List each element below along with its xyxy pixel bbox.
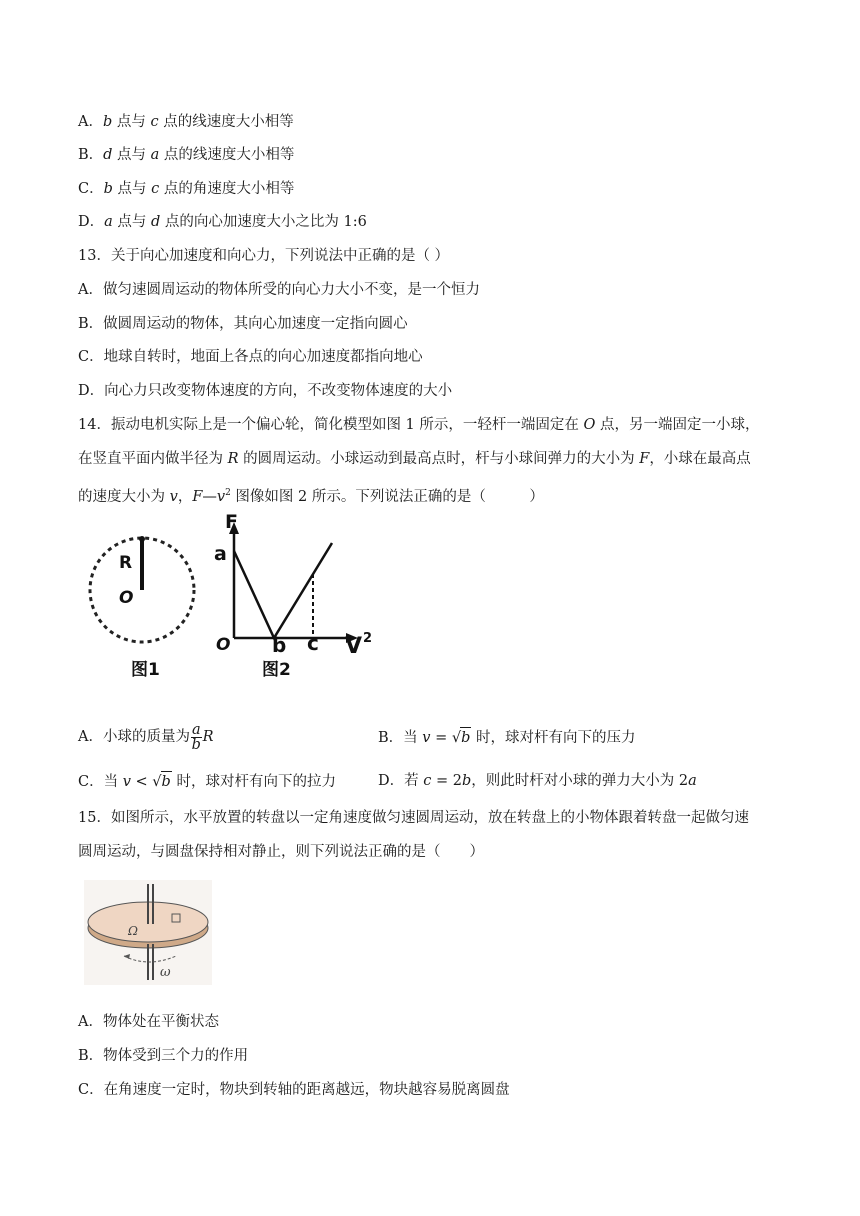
var: a xyxy=(150,147,160,163)
option-14-d xyxy=(378,771,697,791)
var: v xyxy=(216,488,226,505)
label-c: c xyxy=(307,631,319,655)
label-b: b xyxy=(272,633,287,657)
text: 点的线速度大小相等 xyxy=(159,147,295,163)
option-13-b: B．做圆周运动的物体，其向心加速度一定指向圆心 xyxy=(78,316,408,332)
text: 的速度大小为 xyxy=(78,488,170,505)
var: a xyxy=(104,214,113,230)
option-15-c: C．在角速度一定时，物块到转轴的距离越远，物块越容易脱离圆盘 xyxy=(78,1082,510,1098)
var: a xyxy=(688,773,697,789)
text: 在竖直平面内做半径为 xyxy=(78,451,228,467)
graph-line xyxy=(234,543,332,638)
text: 点与 xyxy=(112,181,152,197)
var: O xyxy=(583,417,596,433)
option-13-a: A．做匀速圆周运动的物体所受的向心力大小不变，是一个恒力 xyxy=(78,282,480,298)
var: b xyxy=(461,773,472,789)
caption-fig2: 图2 xyxy=(262,660,291,680)
option-14-a xyxy=(78,722,214,752)
text: 点的向心加速度大小之比为 1:6 xyxy=(160,214,367,230)
option-14-b xyxy=(378,727,636,748)
figure-1-circle-diagram xyxy=(82,525,207,685)
question-15-stem-line1: 15．如图所示，水平放置的转盘以一定角速度做匀速圆周运动，放在转盘上的小物体跟着转盘一起做匀速 xyxy=(78,810,749,826)
text: 点与 xyxy=(112,214,152,230)
label-v: V xyxy=(345,634,363,659)
text: 的圆周运动。小球运动到最高点时，杆与小球间弹力的大小为 xyxy=(238,451,640,467)
var: c xyxy=(150,114,159,130)
option-label: A． xyxy=(78,114,103,130)
ball xyxy=(139,536,145,542)
label-f: F xyxy=(225,511,238,533)
figure-2-graph xyxy=(210,510,385,685)
var: R xyxy=(202,729,214,745)
turntable-figure xyxy=(84,880,212,985)
var: d xyxy=(103,147,113,163)
text: ，则此时杆对小球的弹力大小为 2 xyxy=(471,773,689,789)
var: F xyxy=(639,451,650,467)
option-12-b xyxy=(78,145,294,165)
question-14-stem-line3 xyxy=(78,483,544,507)
label-r: R xyxy=(119,553,133,573)
var: v xyxy=(169,488,178,505)
option-15-a: A．物体处在平衡状态 xyxy=(78,1014,219,1030)
text: < xyxy=(130,774,153,790)
option-13-d: D．向心力只改变物体速度的方向，不改变物体速度的大小 xyxy=(78,383,453,399)
text: ， xyxy=(177,488,193,505)
denominator: b xyxy=(191,736,201,753)
var: v xyxy=(422,730,431,746)
label-origin: O xyxy=(216,635,231,655)
text: 图像如图 2 所示。下列说法正确的是（ ） xyxy=(230,488,544,505)
text: 点的角速度大小相等 xyxy=(159,181,295,197)
sqrt-sign: √ xyxy=(152,774,162,790)
text: = 2 xyxy=(431,773,462,789)
text: — xyxy=(202,488,217,505)
option-13-c: C．地球自转时，地面上各点的向心加速度都指向地心 xyxy=(78,349,423,365)
option-text: B．当 xyxy=(378,730,423,746)
var: v xyxy=(122,774,131,790)
option-12-c xyxy=(78,179,294,199)
option-text: A．小球的质量为 xyxy=(78,729,190,745)
radicand: b xyxy=(460,727,471,748)
superscript: 2 xyxy=(225,488,231,498)
text: 点的线速度大小相等 xyxy=(158,114,294,130)
omega-bottom-label: ω xyxy=(160,965,171,980)
sqrt-sign: √ xyxy=(451,730,462,746)
label-a: a xyxy=(214,543,227,565)
option-label: B． xyxy=(78,147,104,163)
option-14-c xyxy=(78,771,336,792)
var: c xyxy=(151,181,160,197)
label-v-sup: 2 xyxy=(363,631,373,646)
text: 时，球对杆有向下的拉力 xyxy=(171,774,336,790)
omega-top-label: Ω xyxy=(128,924,138,938)
option-12-a xyxy=(78,112,294,132)
option-text: C．当 xyxy=(78,774,123,790)
text: 14．振动电机实际上是一个偏心轮，简化模型如图 1 所示，一轻杆一端固定在 xyxy=(78,417,584,433)
text: 点，另一端固定一小球， xyxy=(595,417,760,433)
var: b xyxy=(102,114,113,130)
var: R xyxy=(227,451,239,467)
question-14-stem-line1 xyxy=(78,415,760,435)
fraction xyxy=(191,723,202,752)
caption-fig1: 图1 xyxy=(131,660,160,680)
var: b xyxy=(103,181,113,197)
text: 点与 xyxy=(112,114,151,130)
text: = xyxy=(430,730,452,746)
question-13-stem: 13．关于向心加速度和向心力，下列说法中正确的是（ ） xyxy=(78,248,450,264)
numerator: a xyxy=(191,721,201,738)
var: d xyxy=(151,214,161,230)
option-12-d xyxy=(78,212,367,232)
option-label: C． xyxy=(78,181,104,197)
text: 点与 xyxy=(112,147,151,163)
radicand: b xyxy=(161,771,172,792)
var: c xyxy=(423,773,432,789)
question-15-stem-line2: 圆周运动，与圆盘保持相对静止，则下列说法正确的是（ ） xyxy=(78,844,484,860)
option-text: D．若 xyxy=(378,773,424,789)
label-o: O xyxy=(119,588,134,608)
text: ，小球在最高点 xyxy=(649,451,751,467)
var: F xyxy=(192,488,203,505)
option-15-b: B．物体受到三个力的作用 xyxy=(78,1048,249,1064)
text: 时，球对杆有向下的压力 xyxy=(471,730,636,746)
question-14-stem-line2 xyxy=(78,449,751,469)
option-label: D． xyxy=(78,214,105,230)
